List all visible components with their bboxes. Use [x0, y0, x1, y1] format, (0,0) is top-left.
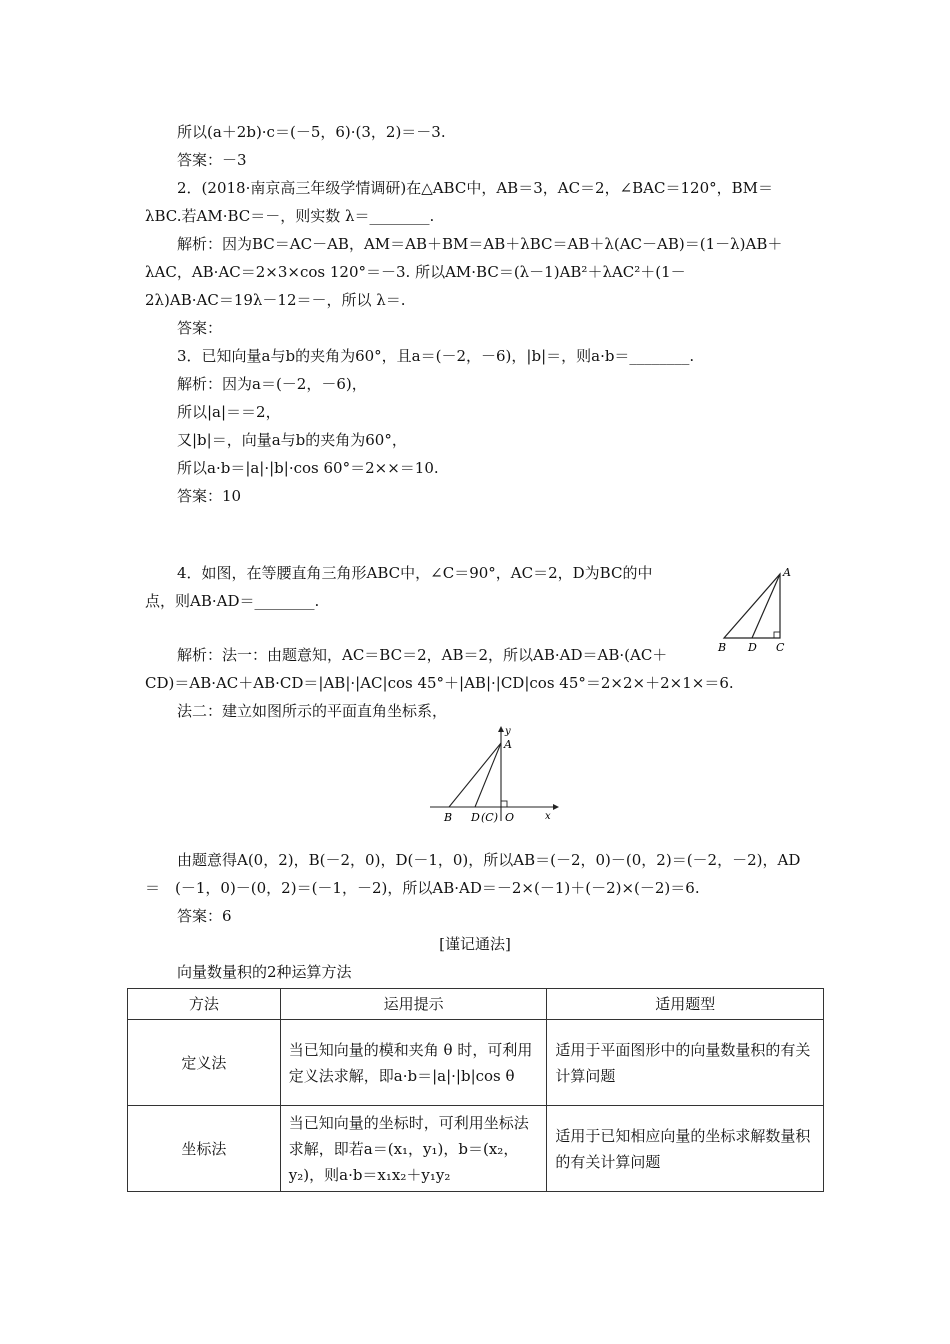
text-line: 所以(a＋2b)·c＝(－5，6)·(3，2)＝－3. — [177, 123, 446, 141]
table-row — [128, 1106, 824, 1192]
text-line: λBC.若AM·BC＝－，则实数 λ＝________. — [145, 207, 435, 225]
table-header-cell: 方法 — [128, 989, 281, 1020]
table-header-cell: 运用提示 — [280, 989, 547, 1020]
origin-label: O — [505, 811, 515, 823]
table-cell: 适用于已知相应向量的坐标求解数量积的有关计算问题 — [547, 1106, 824, 1192]
answer-line: 答案：6 — [177, 907, 232, 925]
point-a-label: A — [504, 738, 512, 751]
section-heading: [谨记通法] — [439, 935, 511, 953]
answer-line: 答案：10 — [177, 487, 242, 505]
y-axis-label: y — [505, 726, 511, 737]
text-line: 所以a·b＝|a|·|b|·cos 60°＝2××＝10. — [177, 459, 439, 477]
text-line: 法二：建立如图所示的平面直角坐标系， — [177, 702, 448, 720]
table-cell: 适用于平面图形中的向量数量积的有关计算问题 — [547, 1020, 824, 1106]
table-row — [128, 1020, 824, 1106]
table-header-cell: 适用题型 — [547, 989, 824, 1020]
table-cell: 定义法 — [128, 1020, 281, 1106]
methods-table — [127, 988, 824, 1192]
table-caption: 向量数量积的2种运算方法 — [177, 963, 352, 981]
answer-line: 答案：－3 — [177, 151, 247, 169]
point-c-label: (C) — [481, 811, 498, 823]
text-line: λAC，AB·AC＝2×3×cos 120°＝－3. 所以AM·BC＝(λ－1)AB²＋λAC²＋(1－ — [145, 263, 686, 281]
text-line: 又|b|＝，向量a与b的夹角为60°， — [177, 431, 407, 449]
point-d-label: D — [471, 811, 480, 823]
text-line: 由题意得A(0，2)，B(－2，0)，D(－1，0)，所以AB＝(－2，0)－(0，2)＝(－2，－2)，AD — [177, 851, 801, 869]
text-line: ＝ (－1，0)－(0，2)＝(－1，－2)，所以AB·AD＝－2×(－1)＋(－2)×(－2)＝6. — [145, 879, 700, 897]
point-c-label: C — [776, 641, 785, 654]
problem-2-line: 2．(2018·南京高三年级学情调研)在△ABC中，AB＝3，AC＝2，∠BAC＝120°，BM＝ — [177, 179, 774, 197]
triangle-figure — [712, 562, 802, 654]
table-cell: 当已知向量的模和夹角 θ 时，可利用定义法求解，即a·b＝|a|·|b|cos θ — [280, 1020, 547, 1106]
coordinate-figure — [425, 725, 560, 823]
point-d-label: D — [748, 641, 757, 654]
problem-4-line: 4．如图，在等腰直角三角形ABC中，∠C＝90°，AC＝2，D为BC的中 — [177, 564, 653, 582]
point-b-label: B — [718, 641, 727, 654]
point-b-label: B — [444, 811, 453, 823]
point-a-label: A — [783, 566, 791, 579]
text-line: CD)＝AB·AC＋AB·CD＝|AB|·|AC|cos 45°＋|AB|·|CD|cos 45°＝2×2×＋2×1×＝6. — [145, 674, 734, 692]
table-cell: 当已知向量的坐标时，可利用坐标法求解，即若a＝(x₁，y₁)，b＝(x₂，y₂)，则a·b＝x₁x₂＋y₁y₂ — [280, 1106, 547, 1192]
solution-line: 解析：法一：由题意知，AC＝BC＝2，AB＝2，所以AB·AD＝AB·(AC＋ — [177, 646, 668, 664]
x-axis-label: x — [545, 811, 551, 822]
solution-line: 解析：因为BC＝AC－AB，AM＝AB＋BM＝AB＋λBC＝AB＋λ(AC－AB)＝(1－λ)AB＋ — [177, 235, 783, 253]
table-cell: 坐标法 — [128, 1106, 281, 1192]
table-header-row — [128, 989, 824, 1020]
answer-line: 答案： — [177, 319, 223, 337]
problem-3-line: 3．已知向量a与b的夹角为60°，且a＝(－2，－6)，|b|＝，则a·b＝________. — [177, 347, 695, 365]
text-line: 2λ)AB·AC＝19λ－12＝－，所以 λ＝. — [145, 291, 406, 309]
text-line: 点，则AB·AD＝________. — [145, 592, 320, 610]
text-line: 所以|a|＝＝2， — [177, 403, 281, 421]
solution-line: 解析：因为a＝(－2，－6)， — [177, 375, 367, 393]
